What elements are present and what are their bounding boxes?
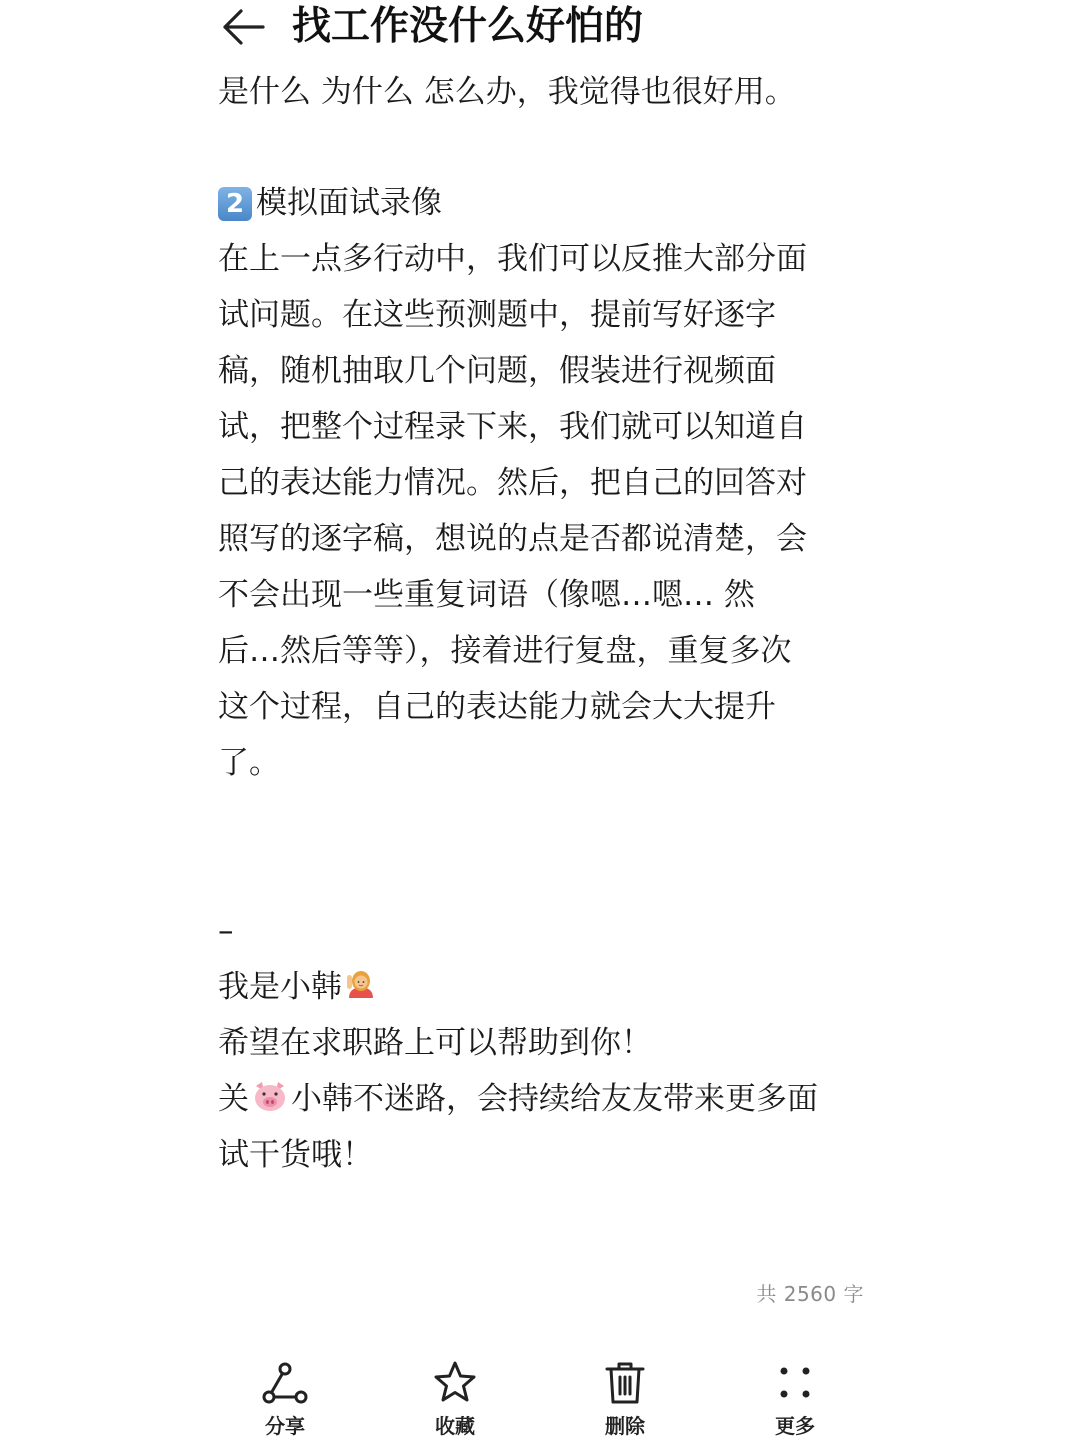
paragraph-line: 试问题。在这些预测题中，提前写好逐字 [218, 297, 776, 333]
share-icon [260, 1358, 310, 1408]
delete-button[interactable] [570, 1358, 680, 1440]
share-label: 分享 [265, 1414, 305, 1438]
more-dots-icon [770, 1358, 820, 1408]
follow-prefix: 关 [218, 1081, 249, 1117]
paragraph-line: 己的表达能力情况。然后，把自己的回答对 [218, 465, 807, 501]
paragraph-line: 在上一点多行动中，我们可以反推大部分面 [218, 241, 807, 277]
favorite-label: 收藏 [435, 1414, 475, 1438]
arrow-left-icon [219, 7, 265, 47]
paragraph-line: 试，把整个过程录下来，我们就可以知道自 [218, 409, 807, 445]
word-count: 共 2560 字 [756, 1282, 864, 1306]
paragraph-line: 稿，随机抽取几个问题，假装进行视频面 [218, 353, 776, 389]
more-button[interactable] [740, 1358, 850, 1440]
divider-dash: – [218, 913, 234, 949]
follow-line [218, 1071, 868, 1127]
note-content[interactable] [218, 175, 868, 1183]
follow-line-end: 试干货哦！ [218, 1137, 373, 1173]
number-two-icon: 2 [218, 187, 252, 221]
paragraph-line: 照写的逐字稿，想说的点是否都说清楚，会 [218, 521, 807, 557]
bottom-toolbar [0, 1350, 1080, 1440]
woman-raising-hand-icon [344, 968, 378, 1002]
section-heading [218, 175, 868, 231]
section-heading-text: 模拟面试录像 [256, 185, 442, 221]
blank-space [218, 791, 868, 903]
delete-label: 删除 [605, 1414, 645, 1438]
back-button[interactable] [214, 2, 270, 52]
wish-line: 希望在求职路上可以帮助到你！ [218, 1025, 652, 1061]
trash-icon [600, 1358, 650, 1408]
page-title: 找工作没什么好怕的 [292, 4, 644, 49]
top-bar [0, 0, 1080, 60]
star-icon [430, 1358, 480, 1408]
intro-text: 我是小韩 [218, 969, 342, 1005]
share-button[interactable] [230, 1358, 340, 1440]
intro-line [218, 959, 868, 1015]
clipped-text-line: 是什么 为什么 怎么办，我觉得也很好用。 [218, 74, 796, 110]
paragraph-line: 这个过程，自己的表达能力就会大大提升 [218, 689, 776, 725]
pig-face-icon [251, 1080, 289, 1114]
paragraph-line: 了。 [218, 745, 280, 781]
paragraph-line: 不会出现一些重复词语（像嗯…嗯… 然 [218, 577, 755, 613]
follow-suffix: 小韩不迷路，会持续给友友带来更多面 [291, 1081, 818, 1117]
paragraph-line: 后…然后等等），接着进行复盘，重复多次 [218, 633, 792, 669]
favorite-button[interactable] [400, 1358, 510, 1440]
more-label: 更多 [775, 1414, 815, 1438]
